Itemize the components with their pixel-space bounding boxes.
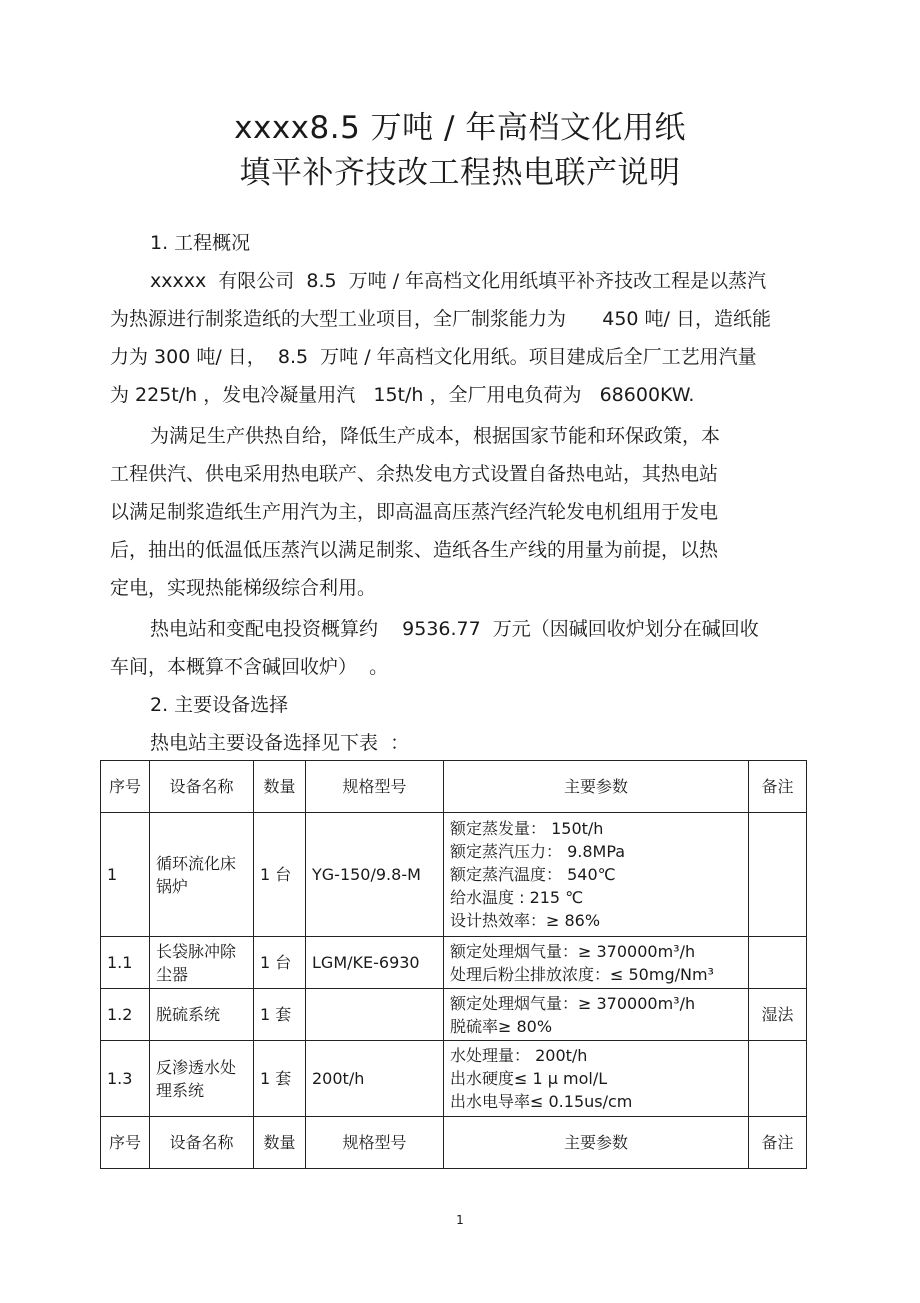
cell-note — [749, 813, 807, 937]
cell-params — [444, 937, 749, 989]
param-line: 额定蒸发量： 150t/h — [450, 819, 604, 838]
document-title-line-2: 填平补齐技改工程热电联产说明 — [239, 155, 681, 191]
page-number: 1 — [456, 1213, 464, 1227]
param-line: 出水硬度≤ 1 μ mol/L — [450, 1069, 608, 1088]
cell-name: 循环流化床锅炉 — [150, 813, 254, 937]
header-note: 备注 — [749, 761, 807, 813]
param-line: 额定蒸汽压力： 9.8MPa — [450, 842, 626, 861]
paragraph-2-line: 为满足生产供热自给，降低生产成本，根据国家节能和环保政策，本 — [150, 425, 721, 447]
cell-model — [306, 989, 444, 1041]
paragraph-2-line: 定电，实现热能梯级综合利用。 — [110, 577, 377, 599]
param-line: 处理后粉尘排放浓度：≤ 50mg/Nm³ — [450, 964, 714, 984]
cell-name: 长袋脉冲除尘器 — [150, 937, 254, 989]
paragraph-2-line: 以满足制浆造纸生产用汽为主，即高温高压蒸汽经汽轮发电机组用于发电 — [110, 501, 719, 523]
table-row — [101, 1041, 807, 1117]
cell-model: LGM/KE-6930 — [306, 937, 444, 989]
section-1-heading: 1. 工程概况 — [150, 232, 251, 254]
paragraph-3-line: 车间，本概算不含碱回收炉） 。 — [110, 656, 389, 678]
header-no: 序号 — [101, 1117, 150, 1169]
param-line: 设计热效率：≥ 86% — [450, 911, 601, 930]
param-line: 额定处理烟气量：≥ 370000m³/h — [450, 993, 696, 1013]
param-line: 脱硫率≥ 80% — [450, 1016, 553, 1036]
cell-note — [749, 937, 807, 989]
cell-qty: 1 套 — [254, 989, 306, 1041]
equipment-table — [100, 760, 807, 1169]
table-intro: 热电站主要设备选择见下表 ： — [150, 732, 410, 754]
cell-no: 1.3 — [101, 1041, 150, 1117]
table-footer-header-row — [101, 1117, 807, 1169]
cell-model: YG-150/9.8-M — [306, 813, 444, 937]
param-line: 额定蒸汽温度： 540℃ — [450, 865, 616, 884]
cell-params — [444, 813, 749, 937]
cell-model: 200t/h — [306, 1041, 444, 1117]
param-line: 出水电导率≤ 0.15us/cm — [450, 1092, 633, 1111]
header-note: 备注 — [749, 1117, 807, 1169]
cell-qty: 1 台 — [254, 937, 306, 989]
cell-name: 脱硫系统 — [150, 989, 254, 1041]
header-no: 序号 — [101, 761, 150, 813]
table-row — [101, 813, 807, 937]
cell-no: 1.1 — [101, 937, 150, 989]
header-name: 设备名称 — [150, 1117, 254, 1169]
section-2-heading: 2. 主要设备选择 — [150, 694, 289, 716]
document-title-line-1: xxxx8.5 万吨 / 年高档文化用纸 — [234, 110, 686, 146]
cell-note — [749, 1041, 807, 1117]
cell-params — [444, 1041, 749, 1117]
table-row — [101, 937, 807, 989]
table-row — [101, 989, 807, 1041]
paragraph-1-line: 为热源进行制浆造纸的大型工业项目，全厂制浆能力为 450 吨/ 日，造纸能 — [110, 308, 771, 330]
paragraph-3-line: 热电站和变配电投资概算约 9536.77 万元（因碱回收炉划分在碱回收 — [150, 618, 759, 640]
cell-note: 湿法 — [749, 989, 807, 1041]
paragraph-2-line: 后，抽出的低温低压蒸汽以满足制浆、造纸各生产线的用量为前提，以热 — [110, 539, 719, 561]
cell-qty: 1 套 — [254, 1041, 306, 1117]
header-params: 主要参数 — [444, 761, 749, 813]
header-model: 规格型号 — [306, 761, 444, 813]
param-line: 给水温度 : 215 ℃ — [450, 888, 584, 907]
header-qty: 数量 — [254, 1117, 306, 1169]
paragraph-2-line: 工程供汽、供电采用热电联产、余热发电方式设置自备热电站，其热电站 — [110, 463, 719, 485]
header-qty: 数量 — [254, 761, 306, 813]
paragraph-1-line: 力为 300 吨/ 日， 8.5 万吨 / 年高档文化用纸。项目建成后全厂工艺用汽量 — [110, 346, 757, 368]
paragraph-1-line: xxxxx 有限公司 8.5 万吨 / 年高档文化用纸填平补齐技改工程是以蒸汽 — [150, 270, 767, 292]
cell-qty: 1 台 — [254, 813, 306, 937]
header-name: 设备名称 — [150, 761, 254, 813]
cell-name: 反渗透水处理系统 — [150, 1041, 254, 1117]
header-model: 规格型号 — [306, 1117, 444, 1169]
table-header-row — [101, 761, 807, 813]
paragraph-1-line: 为 225t/h ，发电冷凝量用汽 15t/h ，全厂用电负荷为 68600KW. — [110, 384, 695, 406]
cell-no: 1 — [101, 813, 150, 937]
cell-no: 1.2 — [101, 989, 150, 1041]
header-params: 主要参数 — [444, 1117, 749, 1169]
cell-params — [444, 989, 749, 1041]
param-line: 水处理量： 200t/h — [450, 1046, 588, 1065]
param-line: 额定处理烟气量：≥ 370000m³/h — [450, 941, 696, 961]
